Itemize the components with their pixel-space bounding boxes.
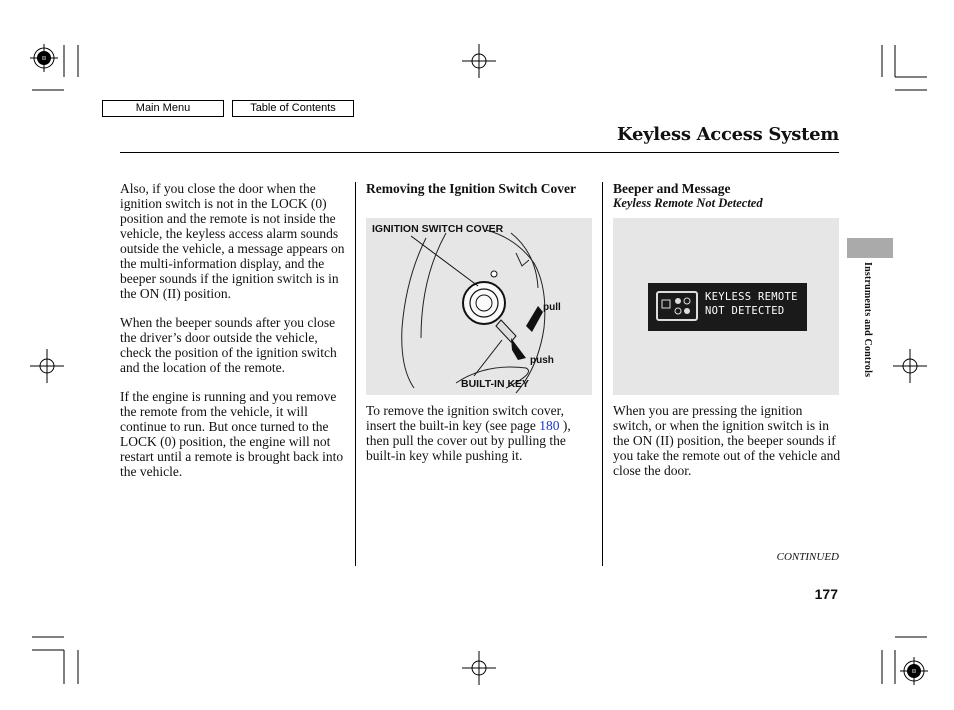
ignition-switch-figure	[366, 218, 592, 395]
paragraph: Also, if you close the door when the ignition switch is not in the LOCK (0) position and the remote is not inside the vehicle, the keyless access alarm sounds outside the vehicle, a message appears on the multi-information display, and the beeper sounds if the ignition switch is in the ON (II) position.	[120, 181, 345, 301]
instruction-text-continued: ), then pull the cover out by pulling the built-in key while pushing it.	[366, 418, 571, 463]
beeper-subheading: Keyless Remote Not Detected	[613, 196, 763, 210]
instruction-text: To remove the ignition switch cover, insert the built-in key (see page	[366, 403, 564, 433]
built-in-key-label: BUILT-IN KEY	[461, 378, 530, 390]
section-heading: Removing the Ignition Switch Cover	[366, 181, 576, 196]
column-divider	[355, 182, 356, 566]
ignition-switch-cover-label: IGNITION SWITCH COVER	[372, 223, 504, 235]
section-tab-label: Instruments and Controls	[862, 262, 873, 378]
left-column	[120, 181, 346, 493]
column-divider	[602, 182, 603, 566]
page-180-link[interactable]: 180	[539, 418, 560, 433]
middle-column-text	[366, 403, 596, 463]
paragraph: If the engine is running and you remove the remote from the vehicle, it will continue to run. But once turned to the LOCK (0) position, the engine will not restart until a remote is brought back into the vehicle.	[120, 389, 344, 479]
key-fob-icon	[656, 291, 698, 321]
display-line-1: KEYLESS REMOTE	[705, 291, 798, 303]
title-rule	[120, 152, 839, 153]
beeper-heading: Beeper and Message	[613, 181, 731, 196]
table-of-contents-button[interactable]: Table of Contents	[232, 100, 354, 117]
paragraph: When the beeper sounds after you close the driver’s door outside the vehicle, check the position of the ignition switch and the location of the remote.	[120, 315, 337, 375]
display-line-2: NOT DETECTED	[705, 305, 785, 317]
continued-label: CONTINUED	[776, 551, 839, 563]
main-menu-button[interactable]: Main Menu	[102, 100, 224, 117]
right-column-text: When you are pressing the ignition switch, or when the ignition switch is in the ON (II) position, the beeper sounds if you take the remote out of the vehicle and close the door.	[613, 403, 841, 478]
pull-label: pull	[543, 302, 561, 313]
page-number: 177	[814, 586, 838, 602]
push-label: push	[530, 355, 554, 366]
page-title: Keyless Access System	[617, 124, 839, 145]
section-tab	[847, 238, 893, 258]
multi-information-display	[648, 283, 807, 331]
